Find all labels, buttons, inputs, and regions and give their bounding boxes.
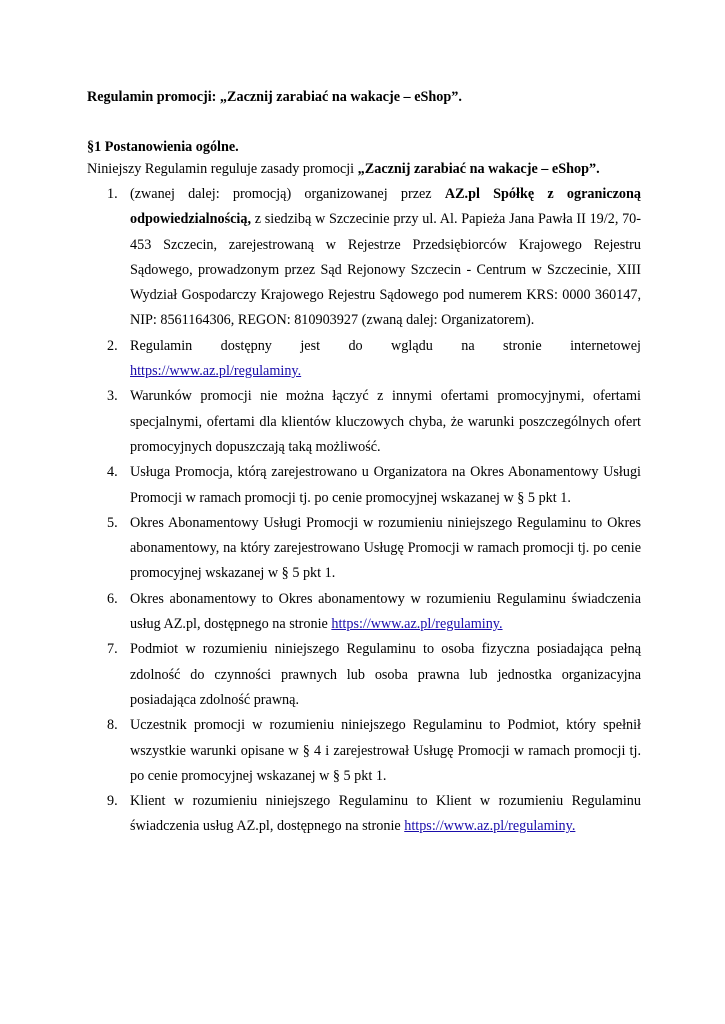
company-name: AZ.pl Spółkę z ograniczoną odpowiedzialnością, — [130, 186, 641, 228]
item-text: Regulamin dostępny jest do wglądu na stronie internetowej — [130, 337, 641, 354]
item-text: (zwanej dalej: promocją) organizowanej przez — [130, 186, 445, 202]
list-item — [87, 334, 641, 385]
list-item — [87, 789, 641, 840]
list-item — [87, 713, 641, 789]
item-text: Podmiot w rozumieniu niniejszego Regulaminu to osoba fizyczna posiadająca pełną zdolność do czynności prawnych lub osoba prawna lub jednostka organizacyjna posiadająca zdolność prawną. — [130, 641, 641, 708]
regulations-link[interactable]: https://www.az.pl/regulaminy. — [331, 616, 503, 633]
list-item — [87, 460, 641, 511]
regulations-link[interactable]: https://www.az.pl/regulaminy. — [130, 363, 302, 380]
regulations-link[interactable]: https://www.az.pl/regulaminy. — [404, 818, 576, 835]
list-item — [87, 587, 641, 638]
item-text: Warunków promocji nie można łączyć z innymi ofertami promocyjnymi, ofertami specjalnymi, ofertami dla klientów kluczowych chyba, że warunki poszczególnych ofert promocyjnych dopuszczają taką możliwość. — [130, 388, 641, 455]
list-item — [87, 637, 641, 713]
item-text: z siedzibą w Szczecinie przy ul. Al. Papieża Jana Pawła II 19/2, 70-453 Szczecin, zarejestrowaną w Rejestrze Przedsiębiorców Krajowego Rejestru Sądowego, prowadzonym przez Sąd Rejonowy Szczecin - Centrum w Szczecinie, XIII Wydział Gospodarczy Krajowego Rejestru Sądowego pod numerem KRS: 0000 360147, NIP: 8561164306, REGON: 810903927 (zwaną dalej: Organizatorem). — [130, 211, 641, 329]
section-heading: §1 Postanowienia ogólne. — [87, 139, 239, 155]
list-item — [87, 511, 641, 587]
item-number: 9. — [107, 793, 118, 810]
item-number: 4. — [107, 464, 118, 481]
item-number: 8. — [107, 717, 118, 734]
list-item — [87, 384, 641, 460]
provisions-list — [87, 182, 641, 840]
item-number: 6. — [107, 590, 118, 607]
item-text: Klient w rozumieniu niniejszego Regulaminu to Klient w rozumieniu Regulaminu świadczenia usług AZ.pl, dostępnego na stronie — [130, 793, 641, 835]
item-number: 5. — [107, 514, 118, 531]
item-number: 7. — [107, 641, 118, 658]
item-text: Uczestnik promocji w rozumieniu niniejszego Regulaminu to Podmiot, który spełnił wszystkie warunki opisane w § 4 i zarejestrował Usługę Promocji w ramach promocji tj. po cenie promocyjnej wskazanej w § 5 pkt 1. — [130, 717, 641, 784]
document-title: Regulamin promocji: „Zacznij zarabiać na wakacje – eShop”. — [87, 89, 462, 105]
item-text: Okres abonamentowy to Okres abonamentowy w rozumieniu Regulaminu świadczenia usług AZ.pl, dostępnego na stronie — [130, 590, 641, 633]
promotion-name: „Zacznij zarabiać na wakacje – eShop”. — [357, 161, 600, 177]
item-number: 2. — [107, 337, 118, 354]
intro-text: Niniejszy Regulamin reguluje zasady promocji — [87, 161, 358, 177]
section-intro — [87, 157, 641, 182]
list-item — [87, 182, 641, 334]
item-text: Okres Abonamentowy Usługi Promocji w rozumieniu niniejszego Regulaminu to Okres abonamentowy, na który zarejestrowano Usługę Promocji w ramach promocji tj. po cenie promocyjnej wskazanej w § 5 pkt 1. — [130, 514, 641, 582]
item-number: 1. — [107, 186, 118, 202]
item-text: Usługa Promocja, którą zarejestrowano u Organizatora na Okres Abonamentowy Usługi Promocji w ramach promocji tj. po cenie promocyjnej wskazanej w § 5 pkt 1. — [130, 464, 641, 506]
item-number: 3. — [107, 388, 118, 405]
